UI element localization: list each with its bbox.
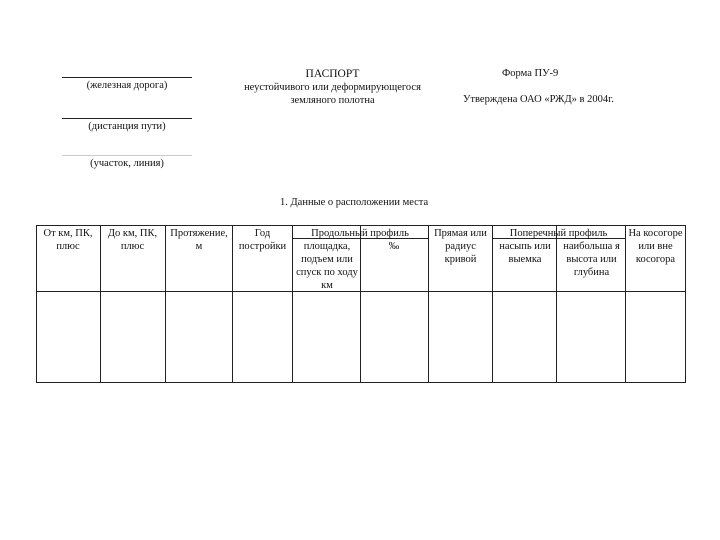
col-line-4 [292, 225, 293, 383]
col-cross-profile-height: наибольша я высота или глубина [563, 241, 620, 278]
col-line-9 [625, 225, 626, 383]
col-cross-profile-type: насыпь или выемка [499, 241, 551, 265]
railway-underline [62, 77, 192, 78]
section-heading: 1. Данные о расположении места [280, 197, 429, 208]
col-length: Протяжение, м [170, 228, 228, 252]
title-line-1: ПАСПОРТ [305, 68, 360, 80]
col-long-profile-permille: ‰ [388, 241, 400, 252]
table-top-border [36, 225, 686, 226]
form-number: Форма ПУ-9 [502, 68, 559, 79]
col-to-km: До км, ПК, плюс [107, 228, 158, 252]
col-long-profile-group: Продольный профиль [311, 228, 409, 239]
col-slope: На косогоре или вне косогора [628, 228, 683, 265]
col-line-0 [36, 225, 37, 383]
distance-caption: (дистанция пути) [88, 121, 166, 132]
col-line-8 [556, 225, 557, 383]
table-header-divider [36, 291, 686, 292]
col-line-10 [685, 225, 686, 383]
col-long-profile-type: площадка, подъем или спуск по ходу км [296, 241, 358, 291]
section-underline [62, 155, 192, 156]
distance-underline [62, 118, 192, 119]
col-line-7 [492, 225, 493, 383]
col-from-km: От км, ПК, плюс [43, 228, 93, 252]
col-line-5 [360, 225, 361, 383]
title-line-3: земляного полотна [290, 95, 375, 106]
location-table [36, 225, 686, 383]
passport-title [225, 68, 440, 107]
title-line-2: неустойчивого или деформирующегося [244, 82, 421, 93]
col-line-2 [165, 225, 166, 383]
col-line-1 [100, 225, 101, 383]
col-line-3 [232, 225, 233, 383]
approval-note: Утверждена ОАО «РЖД» в 2004г. [463, 94, 614, 105]
table-bottom-border [36, 382, 686, 383]
section-caption: (участок, линия) [90, 158, 164, 169]
col-straight-radius: Прямая или радиус кривой [434, 228, 487, 265]
railway-caption: (железная дорога) [86, 80, 168, 91]
col-line-6 [428, 225, 429, 383]
col-year-built: Год постройки [238, 228, 287, 252]
col-cross-profile-group: Поперечный профиль [509, 228, 608, 239]
